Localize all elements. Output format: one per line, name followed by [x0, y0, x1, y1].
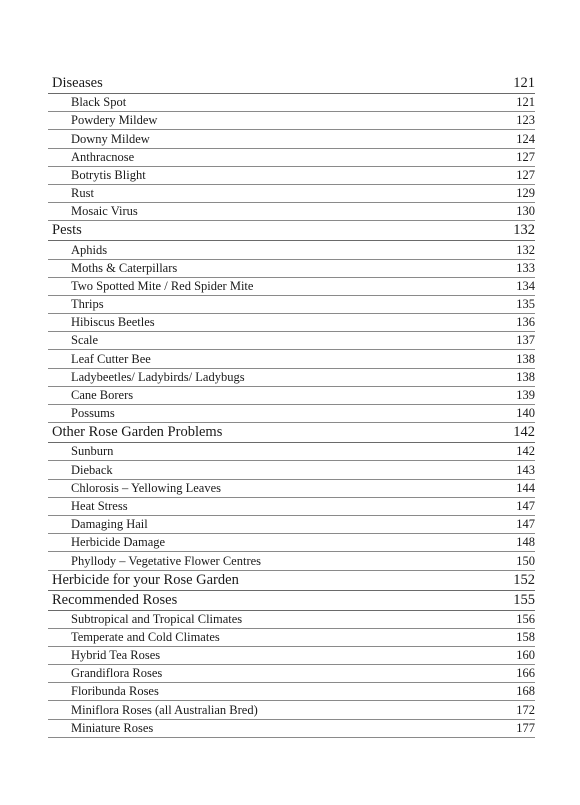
toc-page-number: 168: [516, 684, 535, 699]
toc-entry-row[interactable]: [48, 241, 535, 259]
toc-page-number: 132: [516, 242, 535, 257]
toc-section-row[interactable]: [48, 591, 535, 611]
toc-entry-row[interactable]: [48, 130, 535, 148]
toc-page-number: 148: [516, 535, 535, 550]
toc-entry-title: Moths & Caterpillars: [71, 260, 178, 275]
toc-page-number: 135: [516, 297, 535, 312]
toc-entry-title: Hibiscus Beetles: [71, 315, 155, 330]
toc-page-number: 172: [516, 702, 535, 717]
toc-section-title: Herbicide for your Rose Garden: [52, 571, 239, 588]
toc-entry-row[interactable]: [48, 167, 535, 185]
toc-page-number: 166: [516, 666, 535, 681]
toc-entry-row[interactable]: [48, 629, 535, 647]
toc-entry-row[interactable]: [48, 149, 535, 167]
toc-entry-row[interactable]: [48, 350, 535, 368]
toc-page-number: 121: [516, 95, 535, 110]
table-of-contents: [48, 74, 535, 738]
toc-page-number: 156: [516, 611, 535, 626]
toc-page-number: 133: [516, 260, 535, 275]
toc-page-number: 144: [516, 480, 535, 495]
toc-entry-row[interactable]: [48, 314, 535, 332]
toc-entry-title: Heat Stress: [71, 498, 128, 513]
toc-section-title: Pests: [52, 222, 82, 239]
toc-entry-title: Chlorosis – Yellowing Leaves: [71, 480, 221, 495]
toc-page-number: 142: [513, 424, 535, 441]
toc-entry-title: Black Spot: [71, 95, 127, 110]
toc-page-number: 136: [516, 315, 535, 330]
toc-entry-title: Downy Mildew: [71, 131, 150, 146]
toc-entry-title: Subtropical and Tropical Climates: [71, 611, 243, 626]
toc-entry-title: Miniflora Roses (all Australian Bred): [71, 702, 258, 717]
toc-page-number: 140: [516, 406, 535, 421]
toc-page-number: 137: [516, 333, 535, 348]
toc-page-number: 177: [516, 720, 535, 735]
toc-page-number: 132: [513, 222, 535, 239]
toc-entry-title: Cane Borers: [71, 388, 134, 402]
toc-entry-title: Aphids: [71, 242, 108, 257]
toc-entry-title: Scale: [71, 333, 99, 348]
toc-entry-row[interactable]: [48, 665, 535, 683]
toc-page-number: 158: [516, 629, 535, 644]
toc-entry-row[interactable]: [48, 387, 535, 405]
toc-section-row[interactable]: [48, 571, 535, 591]
toc-entry-row[interactable]: [48, 369, 535, 387]
toc-page-number: 130: [516, 204, 535, 219]
toc-entry-title: Damaging Hail: [71, 517, 148, 532]
toc-entry-row[interactable]: [48, 498, 535, 516]
toc-section-title: Diseases: [52, 75, 103, 91]
toc-entry-row[interactable]: [48, 203, 535, 221]
toc-entry-row[interactable]: [48, 112, 535, 130]
toc-page-number: 129: [516, 186, 535, 201]
toc-entry-row[interactable]: [48, 720, 535, 738]
toc-entry-row[interactable]: [48, 701, 535, 719]
toc-entry-row[interactable]: [48, 94, 535, 112]
toc-entry-row[interactable]: [48, 552, 535, 570]
toc-entry-row[interactable]: [48, 332, 535, 350]
toc-entry-row[interactable]: [48, 480, 535, 498]
toc-page-number: 127: [516, 167, 535, 182]
toc-page-number: 143: [516, 462, 535, 477]
toc-page-number: 138: [516, 369, 535, 384]
toc-page-number: 124: [516, 131, 535, 146]
toc-entry-row[interactable]: [48, 461, 535, 479]
toc-section-row[interactable]: [48, 74, 535, 94]
toc-entry-title: Rust: [71, 186, 94, 201]
toc-page-number: 150: [516, 553, 535, 568]
toc-entry-row[interactable]: [48, 296, 535, 314]
toc-page-number: 152: [513, 571, 535, 588]
toc-page-number: 138: [516, 351, 535, 366]
toc-page-number: 134: [516, 278, 535, 293]
toc-entry-row[interactable]: [48, 534, 535, 552]
toc-entry-title: Anthracnose: [71, 149, 135, 164]
toc-entry-title: Mosaic Virus: [71, 204, 138, 219]
toc-entry-row[interactable]: [48, 516, 535, 534]
toc-entry-title: Thrips: [71, 297, 104, 312]
toc-entry-row[interactable]: [48, 611, 535, 629]
toc-page-number: 155: [513, 591, 535, 608]
toc-entry-title: Dieback: [71, 462, 113, 477]
toc-page-number: 147: [516, 498, 535, 513]
toc-entry-row[interactable]: [48, 405, 535, 423]
toc-entry-row[interactable]: [48, 443, 535, 461]
toc-entry-title: Grandiflora Roses: [71, 666, 163, 681]
toc-entry-row[interactable]: [48, 647, 535, 665]
toc-entry-title: Possums: [71, 406, 115, 421]
toc-section-title: Recommended Roses: [52, 591, 178, 608]
toc-entry-title: Phyllody – Vegetative Flower Centres: [71, 553, 262, 568]
toc-entry-title: Powdery Mildew: [71, 113, 158, 128]
toc-entry-title: Two Spotted Mite / Red Spider Mite: [71, 278, 254, 293]
toc-entry-title: Botrytis Blight: [71, 167, 146, 182]
toc-page-number: 123: [516, 113, 535, 128]
toc-entry-title: Miniature Roses: [71, 720, 154, 735]
toc-page-number: 127: [516, 149, 535, 164]
toc-page-number: 142: [516, 444, 535, 459]
toc-entry-row[interactable]: [48, 260, 535, 278]
toc-entry-title: Floribunda Roses: [71, 684, 159, 699]
toc-entry-title: Sunburn: [71, 444, 114, 459]
toc-page-number: 160: [516, 648, 535, 663]
toc-page-number: 121: [513, 75, 535, 91]
toc-section-title: Other Rose Garden Problems: [52, 424, 223, 441]
toc-section-row[interactable]: [48, 221, 535, 241]
toc-section-row[interactable]: [48, 423, 535, 443]
toc-entry-row[interactable]: [48, 185, 535, 203]
toc-entry-row[interactable]: [48, 683, 535, 701]
toc-page-number: 147: [516, 517, 535, 532]
toc-entry-row[interactable]: [48, 278, 535, 296]
toc-entry-title: Hybrid Tea Roses: [71, 648, 161, 663]
toc-entry-title: Herbicide Damage: [71, 535, 166, 550]
toc-entry-title: Ladybeetles/ Ladybirds/ Ladybugs: [71, 369, 245, 384]
toc-page-number: 139: [516, 388, 535, 402]
toc-entry-title: Temperate and Cold Climates: [71, 629, 220, 644]
toc-entry-title: Leaf Cutter Bee: [71, 351, 151, 366]
